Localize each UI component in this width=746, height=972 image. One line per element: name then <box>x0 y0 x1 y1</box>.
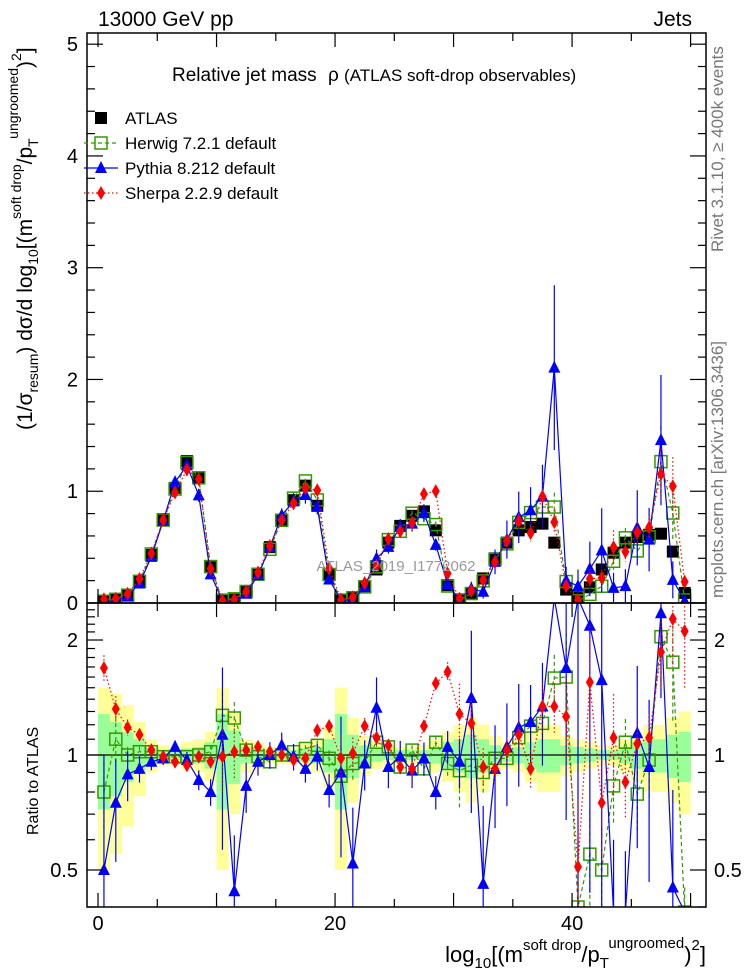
atlas-point <box>655 528 667 540</box>
sherpa-ratio-point <box>455 707 463 721</box>
sherpa-ratio-point <box>444 665 452 679</box>
y-axis-label: $(1/\sigma_{resum})$ dσ/d $\log_{10}[(m^{soft drop}/p_T^{ungroomed})^2]$ <box>5 47 41 430</box>
pythia-ratio-point <box>205 785 217 797</box>
atlas-point <box>667 546 679 558</box>
mcplots-label: mcplots.cern.ch [arXiv:1306.3436] <box>708 340 727 598</box>
y-tick-label: 2 <box>66 369 78 392</box>
legend-label: Sherpa 2.2.9 default <box>125 184 279 203</box>
sherpa-ratio-point <box>621 775 629 789</box>
pythia-point <box>193 488 205 500</box>
pythia-ratio-point <box>371 701 383 713</box>
sherpa-point <box>432 484 440 498</box>
pythia-ratio-point <box>430 785 442 797</box>
band-stat <box>655 739 667 772</box>
legend <box>84 109 278 203</box>
legend-marker <box>95 161 107 173</box>
ratio-tick-label-right: 0.5 <box>714 859 742 882</box>
pythia-ratio-point <box>228 884 240 896</box>
chart-title <box>172 65 576 86</box>
y-tick-label: 0 <box>66 593 78 615</box>
sherpa-point <box>550 515 558 529</box>
sherpa-ratio-point <box>550 699 558 713</box>
x-tick-label: 0 <box>92 913 104 935</box>
y-tick-label: 5 <box>66 34 78 57</box>
sherpa-ratio-point <box>669 612 677 626</box>
header-left: 13000 GeV pp <box>98 8 234 31</box>
pythia-ratio-point <box>193 773 205 785</box>
pythia-point <box>596 543 608 555</box>
pythia-ratio-point <box>655 606 667 618</box>
band-stat <box>323 739 335 772</box>
watermark: ATLAS_2019_I1772062 <box>316 558 476 575</box>
legend-label: Pythia 8.212 default <box>125 159 276 178</box>
sherpa-ratio-point <box>420 719 428 733</box>
sherpa-ratio-point <box>598 796 606 810</box>
rivet-label: Rivet 3.1.10, ≥ 400k events <box>708 46 727 252</box>
sherpa-ratio-point <box>313 723 321 737</box>
sherpa-point <box>669 479 677 493</box>
pythia-ratio-point <box>477 877 489 889</box>
ratio-tick-label: 1 <box>66 745 78 767</box>
sherpa-ratio-point <box>100 661 108 675</box>
legend-label: ATLAS <box>125 109 178 128</box>
sherpa-point <box>420 487 428 501</box>
pythia-ratio-point <box>584 619 596 631</box>
legend-marker <box>95 112 107 124</box>
pythia-ratio-point <box>560 661 572 673</box>
title-main: Relative jet mass <box>172 65 317 86</box>
pythia-ratio-point <box>548 591 560 603</box>
ratio-tick-label-right: 2 <box>714 630 726 653</box>
pythia-ratio-point <box>596 673 608 685</box>
herwig-ratio-line <box>104 637 685 912</box>
sherpa-ratio-point <box>610 731 618 745</box>
legend-label: Herwig 7.2.1 default <box>125 134 277 153</box>
herwig-ratio-point <box>679 906 691 918</box>
pythia-ratio-point <box>240 779 252 791</box>
title-sub: (ATLAS soft-drop observables) <box>344 66 577 85</box>
x-axis-label: $\log_{10}[(m^{soft drop}/p_T^{ungroomed})^2]$ <box>445 935 706 972</box>
pythia-ratio-point <box>347 856 359 868</box>
sherpa-point <box>100 592 108 606</box>
legend-marker <box>97 186 105 200</box>
sherpa-ratio-point <box>361 719 369 733</box>
header-right: Jets <box>653 8 692 31</box>
band-stat <box>548 739 560 772</box>
x-tick-label: 20 <box>323 913 347 935</box>
sherpa-ratio-point <box>681 624 689 638</box>
x-tick-label: 40 <box>560 913 584 935</box>
sherpa-line <box>104 470 685 601</box>
ratio-y-axis-label: Ratio to ATLAS <box>25 726 42 835</box>
pythia-ratio-point <box>667 880 679 892</box>
ratio-tick-label-right: 1 <box>714 745 726 767</box>
ratio-tick-label: 0.5 <box>50 859 78 882</box>
pythia-point <box>619 579 631 591</box>
y-tick-label: 3 <box>66 257 78 280</box>
pythia-point <box>655 433 667 445</box>
y-tick-label: 1 <box>66 481 78 504</box>
ratio-tick-label: 2 <box>66 630 78 653</box>
main-panel-frame <box>87 33 706 603</box>
y-tick-label: 4 <box>66 145 78 168</box>
title-rho: ρ <box>327 65 339 86</box>
sherpa-ratio-point <box>586 675 594 689</box>
band-stat <box>667 735 679 778</box>
band-stat <box>679 732 691 782</box>
pythia-point <box>548 361 560 373</box>
sherpa-ratio-point <box>432 676 440 690</box>
pythia-point <box>667 573 679 585</box>
